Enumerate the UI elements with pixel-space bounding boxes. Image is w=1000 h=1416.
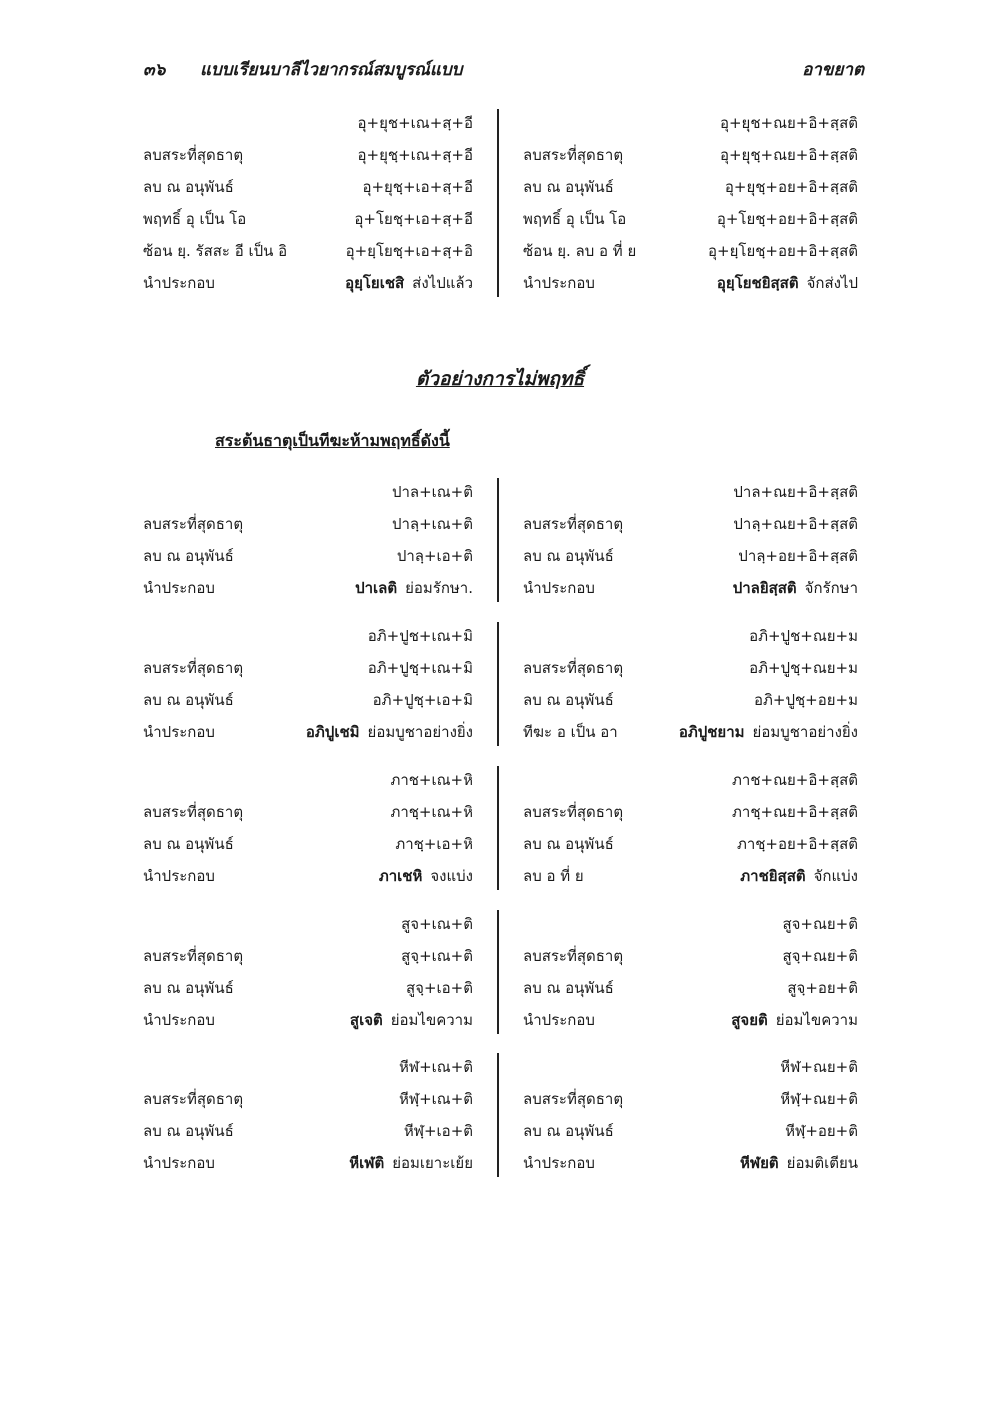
derivation-row [143, 508, 473, 540]
step-formula [740, 860, 858, 892]
derivation-row [143, 1051, 473, 1083]
formula-text: หีฬฺ+อย+ติ [785, 1122, 858, 1140]
formula-text: อุ+โยชฺ+อย+อิ+สฺสติ [716, 210, 858, 228]
page-number: ๓๖ [143, 60, 166, 80]
step-label: ลบ ณ อนุพันธ์ [143, 835, 234, 853]
column-divider [497, 622, 499, 746]
step-formula [395, 828, 473, 860]
formula-text: หีฬฺ+ณย+ติ [780, 1090, 858, 1108]
meaning-text: จงแบ่ง [430, 867, 473, 885]
step-formula [355, 572, 473, 604]
meaning-text: ย่อมรักษา. [405, 579, 473, 597]
meaning-text: ย่อมไขความ [775, 1011, 858, 1029]
step-label: ลบ อ ที่ ย [523, 867, 584, 885]
formula-text: อภิ+ปูช+เณ+มิ [367, 627, 473, 645]
derivation-row [523, 171, 858, 203]
derivation-row [523, 1115, 858, 1147]
meaning-text: จักส่งไป [806, 274, 858, 292]
examples-heading: ตัวอย่างการไม่พฤทธิ์ [415, 368, 585, 390]
step-formula [350, 1004, 473, 1036]
result-word: อภิปูเชมิ [305, 723, 360, 741]
derivation-row [523, 572, 858, 604]
step-label: นำประกอบ [523, 1154, 595, 1172]
step-formula [787, 972, 858, 1004]
step-label: ลบ ณ อนุพันธ์ [143, 547, 234, 565]
derivation-row [523, 828, 858, 860]
step-label: พฤทธิ์ อุ เป็น โอ [143, 210, 247, 228]
derivation-row [143, 1083, 473, 1115]
derivation-row [523, 620, 858, 652]
step-formula [390, 764, 473, 796]
step-label: ลบ ณ อนุพันธ์ [523, 178, 614, 196]
derivation-row [523, 1083, 858, 1115]
derivation-row [143, 716, 473, 748]
formula-text: อภิ+ปูช+ณย+ม [749, 627, 858, 645]
formula-text: ภาชฺ+อย+อิ+สฺสติ [736, 835, 858, 853]
step-formula [749, 652, 858, 684]
section-title: อาขยาต [802, 60, 864, 80]
step-label: ลบ ณ อนุพันธ์ [523, 1122, 614, 1140]
step-label: ลบสระที่สุดธาตุ [143, 1090, 244, 1108]
formula-text: ปาลฺ+เณ+ติ [391, 515, 473, 533]
derivation-row [143, 1115, 473, 1147]
derivation-row [523, 908, 858, 940]
step-label: ลบสระที่สุดธาตุ [143, 515, 244, 533]
formula-text: หีฬ+ณย+ติ [780, 1058, 858, 1076]
formula-text: สูจฺ+เณ+ติ [401, 947, 473, 965]
step-formula [390, 796, 473, 828]
step-formula [738, 540, 858, 572]
derivation-row [523, 796, 858, 828]
derivation-row [523, 684, 858, 716]
step-formula [397, 540, 473, 572]
formula-text: สูจฺ+อย+ติ [787, 979, 858, 997]
formula-text: อภิ+ปูชฺ+เณ+มิ [367, 659, 473, 677]
derivation-row [143, 860, 473, 892]
block-left-column [143, 764, 473, 892]
result-word: อภิปูชยาม [678, 723, 745, 741]
step-formula [754, 684, 858, 716]
step-formula [362, 171, 473, 203]
meaning-text: จักแบ่ง [813, 867, 858, 885]
derivation-row [143, 1147, 473, 1179]
derivation-row [143, 203, 473, 235]
step-formula [717, 267, 858, 299]
step-formula [725, 171, 858, 203]
result-word: ปาเลติ [355, 579, 398, 597]
step-formula [780, 1083, 858, 1115]
derivation-row [143, 107, 473, 139]
step-formula [731, 1004, 858, 1036]
derivation-row [143, 972, 473, 1004]
formula-text: อุ+ยุช+ณย+อิ+สฺสติ [719, 114, 858, 132]
formula-text: ปาล+เณ+ติ [391, 483, 473, 501]
formula-text: อภิ+ปูชฺ+ณย+ม [749, 659, 858, 677]
derivation-row [523, 107, 858, 139]
step-label: ลบ ณ อนุพันธ์ [523, 691, 614, 709]
formula-text: สูจ+ณย+ติ [782, 915, 858, 933]
formula-text: ภาชฺ+เอ+หิ [395, 835, 473, 853]
step-label: ลบสระที่สุดธาตุ [523, 803, 624, 821]
derivation-row [143, 476, 473, 508]
step-formula [733, 508, 858, 540]
meaning-text: ย่อมไขความ [390, 1011, 473, 1029]
step-label: ลบ ณ อนุพันธ์ [143, 979, 234, 997]
step-label: พฤทธิ์ อุ เป็น โอ [523, 210, 627, 228]
step-formula [379, 860, 473, 892]
formula-text: อุ+ยุช+เณ+สฺ+อี [357, 114, 473, 132]
formula-text: อุ+ยุชฺ+อย+อิ+สฺสติ [724, 178, 858, 196]
step-formula [399, 1051, 473, 1083]
examples-subheading: สระต้นธาตุเป็นทีฆะห้ามพฤทธิ์ดังนี้ [215, 431, 450, 450]
block-left-column [143, 1051, 473, 1179]
column-divider [497, 109, 499, 297]
step-formula [679, 716, 858, 748]
block-left-column [143, 620, 473, 748]
formula-text: หีฬฺ+เอ+ติ [403, 1122, 473, 1140]
result-word: ปาลยิสฺสติ [732, 579, 797, 597]
step-label: นำประกอบ [523, 579, 595, 597]
step-formula [404, 1115, 473, 1147]
step-label: ลบสระที่สุดธาตุ [143, 146, 244, 164]
step-label: ลบสระที่สุดธาตุ [143, 803, 244, 821]
formula-text: อุ+ยุชฺ+เอ+สฺ+อี [362, 178, 473, 196]
step-label: ลบ ณ อนุพันธ์ [143, 178, 234, 196]
meaning-text: ย่อมบูชาอย่างยิ่ง [367, 723, 473, 741]
step-label: ลบ ณ อนุพันธ์ [143, 1122, 234, 1140]
derivation-row [523, 1004, 858, 1036]
block-right-column [523, 1051, 858, 1179]
meaning-text: ส่งไปแล้ว [412, 274, 473, 292]
formula-text: ปาล+ณย+อิ+สฺสติ [733, 483, 858, 501]
step-formula [785, 1115, 858, 1147]
step-formula [346, 235, 473, 267]
derivation-row [143, 171, 473, 203]
block-right-column [523, 908, 858, 1036]
formula-text: ภาชฺ+เณ+หิ [390, 803, 473, 821]
step-label: ซ้อน ยฺ. ลบ อ ที่ ย [523, 242, 637, 260]
meaning-text: จักรักษา [804, 579, 858, 597]
meaning-text: ย่อมบูชาอย่างยิ่ง [752, 723, 858, 741]
formula-text: หีฬฺ+เณ+ติ [398, 1090, 473, 1108]
step-formula [373, 684, 473, 716]
result-word: ภาเชหิ [378, 867, 423, 885]
running-title: แบบเรียนบาลีไวยากรณ์สมบูรณ์แบบ [200, 60, 463, 80]
derivation-row [523, 476, 858, 508]
column-divider [497, 910, 499, 1034]
block-left-column [143, 107, 473, 299]
derivation-row [143, 684, 473, 716]
step-formula [358, 139, 473, 171]
derivation-row [143, 796, 473, 828]
meaning-text: ย่อมเยาะเย้ย [392, 1154, 473, 1172]
block-left-column [143, 476, 473, 604]
derivation-row [523, 1051, 858, 1083]
step-label: ลบสระที่สุดธาตุ [523, 146, 624, 164]
derivation-row [143, 764, 473, 796]
step-formula [733, 476, 858, 508]
formula-text: ภาช+เณ+หิ [390, 771, 473, 789]
derivation-row [523, 972, 858, 1004]
result-word: หีฬยติ [739, 1154, 779, 1172]
result-word: หีเฬติ [349, 1154, 385, 1172]
formula-text: อุ+ยฺโยชฺ+เอ+สฺ+อิ [345, 242, 473, 260]
column-divider [497, 766, 499, 890]
formula-text: ภาช+ณย+อิ+สฺสติ [732, 771, 858, 789]
derivation-row [143, 572, 473, 604]
step-label: นำประกอบ [143, 274, 215, 292]
step-formula [345, 267, 473, 299]
result-word: อุยฺโยชยิสฺสติ [716, 274, 799, 292]
derivation-row [143, 828, 473, 860]
step-label: ลบ ณ อนุพันธ์ [523, 835, 614, 853]
derivation-row [143, 940, 473, 972]
step-label: นำประกอบ [523, 1011, 595, 1029]
formula-text: สูจฺ+เอ+ติ [406, 979, 473, 997]
step-formula [392, 476, 473, 508]
block-left-column [143, 908, 473, 1036]
step-label: ลบ ณ อนุพันธ์ [143, 691, 234, 709]
meaning-text: ย่อมติเตียน [786, 1154, 858, 1172]
step-label: ลบสระที่สุดธาตุ [523, 1090, 624, 1108]
step-label: ลบสระที่สุดธาตุ [143, 659, 244, 677]
step-formula [708, 235, 858, 267]
step-label: ลบสระที่สุดธาตุ [143, 947, 244, 965]
result-word: สูเจติ [349, 1011, 383, 1029]
column-divider [497, 1053, 499, 1177]
step-formula [720, 107, 858, 139]
block-right-column [523, 620, 858, 748]
step-formula [401, 940, 473, 972]
step-label: นำประกอบ [143, 1011, 215, 1029]
formula-text: อุ+ยุชฺ+ณย+อิ+สฺสติ [719, 146, 858, 164]
derivation-row [523, 764, 858, 796]
step-formula [399, 1083, 473, 1115]
step-formula [740, 1147, 858, 1179]
derivation-row [523, 860, 858, 892]
step-formula [733, 572, 858, 604]
step-formula [406, 972, 473, 1004]
step-label: ซ้อน ยฺ. รัสสะ อี เป็น อิ [143, 242, 288, 260]
step-formula [349, 1147, 473, 1179]
step-formula [368, 652, 473, 684]
step-formula [354, 203, 473, 235]
formula-text: อุ+ยุชฺ+เณ+สฺ+อี [357, 146, 473, 164]
step-formula [306, 716, 473, 748]
derivation-row [143, 139, 473, 171]
derivation-row [523, 716, 858, 748]
result-word: สูจยติ [731, 1011, 768, 1029]
derivation-row [523, 540, 858, 572]
derivation-row [143, 908, 473, 940]
derivation-row [523, 1147, 858, 1179]
formula-text: สูจ+เณ+ติ [401, 915, 473, 933]
step-formula [732, 764, 858, 796]
step-formula [749, 620, 858, 652]
step-formula [732, 796, 858, 828]
derivation-row [143, 1004, 473, 1036]
derivation-row [523, 235, 858, 267]
formula-text: อุ+ยฺโยชฺ+อย+อิ+สฺสติ [708, 242, 858, 260]
column-divider [497, 478, 499, 602]
formula-text: หีฬ+เณ+ติ [398, 1058, 473, 1076]
formula-text: อภิ+ปูชฺ+เอ+มิ [372, 691, 473, 709]
formula-text: ปาลฺ+เอ+ติ [396, 547, 473, 565]
derivation-row [143, 235, 473, 267]
step-label: ลบสระที่สุดธาตุ [523, 515, 624, 533]
step-formula [720, 139, 858, 171]
block-right-column [523, 476, 858, 604]
step-formula [717, 203, 858, 235]
step-formula [737, 828, 858, 860]
derivation-row [523, 139, 858, 171]
step-label: ลบสระที่สุดธาตุ [523, 947, 624, 965]
step-formula [392, 508, 473, 540]
step-formula [368, 620, 473, 652]
derivation-row [143, 652, 473, 684]
result-word: ภาชยิสฺสติ [740, 867, 806, 885]
derivation-row [143, 620, 473, 652]
derivation-row [523, 508, 858, 540]
derivation-row [143, 540, 473, 572]
step-label: ลบ ณ อนุพันธ์ [523, 979, 614, 997]
derivation-row [523, 267, 858, 299]
derivation-row [523, 940, 858, 972]
step-formula [782, 908, 858, 940]
step-label: นำประกอบ [143, 723, 215, 741]
step-label: นำประกอบ [143, 1154, 215, 1172]
result-word: อุยฺโยเชสิ [345, 274, 405, 292]
derivation-row [523, 203, 858, 235]
step-label: นำประกอบ [143, 867, 215, 885]
step-label: ลบ ณ อนุพันธ์ [523, 547, 614, 565]
step-formula [782, 940, 858, 972]
step-label: ทีฆะ อ เป็น อา [523, 723, 618, 741]
formula-text: อุ+โยชฺ+เอ+สฺ+อี [354, 210, 473, 228]
formula-text: สูจฺ+ณย+ติ [782, 947, 858, 965]
step-label: ลบสระที่สุดธาตุ [523, 659, 624, 677]
formula-text: ปาลฺ+อย+อิ+สฺสติ [738, 547, 858, 565]
derivation-row [523, 652, 858, 684]
block-right-column [523, 764, 858, 892]
step-label: นำประกอบ [143, 579, 215, 597]
formula-text: อภิ+ปูชฺ+อย+ม [754, 691, 858, 709]
step-label: นำประกอบ [523, 274, 595, 292]
step-formula [780, 1051, 858, 1083]
derivation-row [143, 267, 473, 299]
formula-text: ภาชฺ+ณย+อิ+สฺสติ [732, 803, 858, 821]
block-right-column [523, 107, 858, 299]
formula-text: ปาลฺ+ณย+อิ+สฺสติ [733, 515, 858, 533]
step-formula [358, 107, 473, 139]
step-formula [401, 908, 473, 940]
